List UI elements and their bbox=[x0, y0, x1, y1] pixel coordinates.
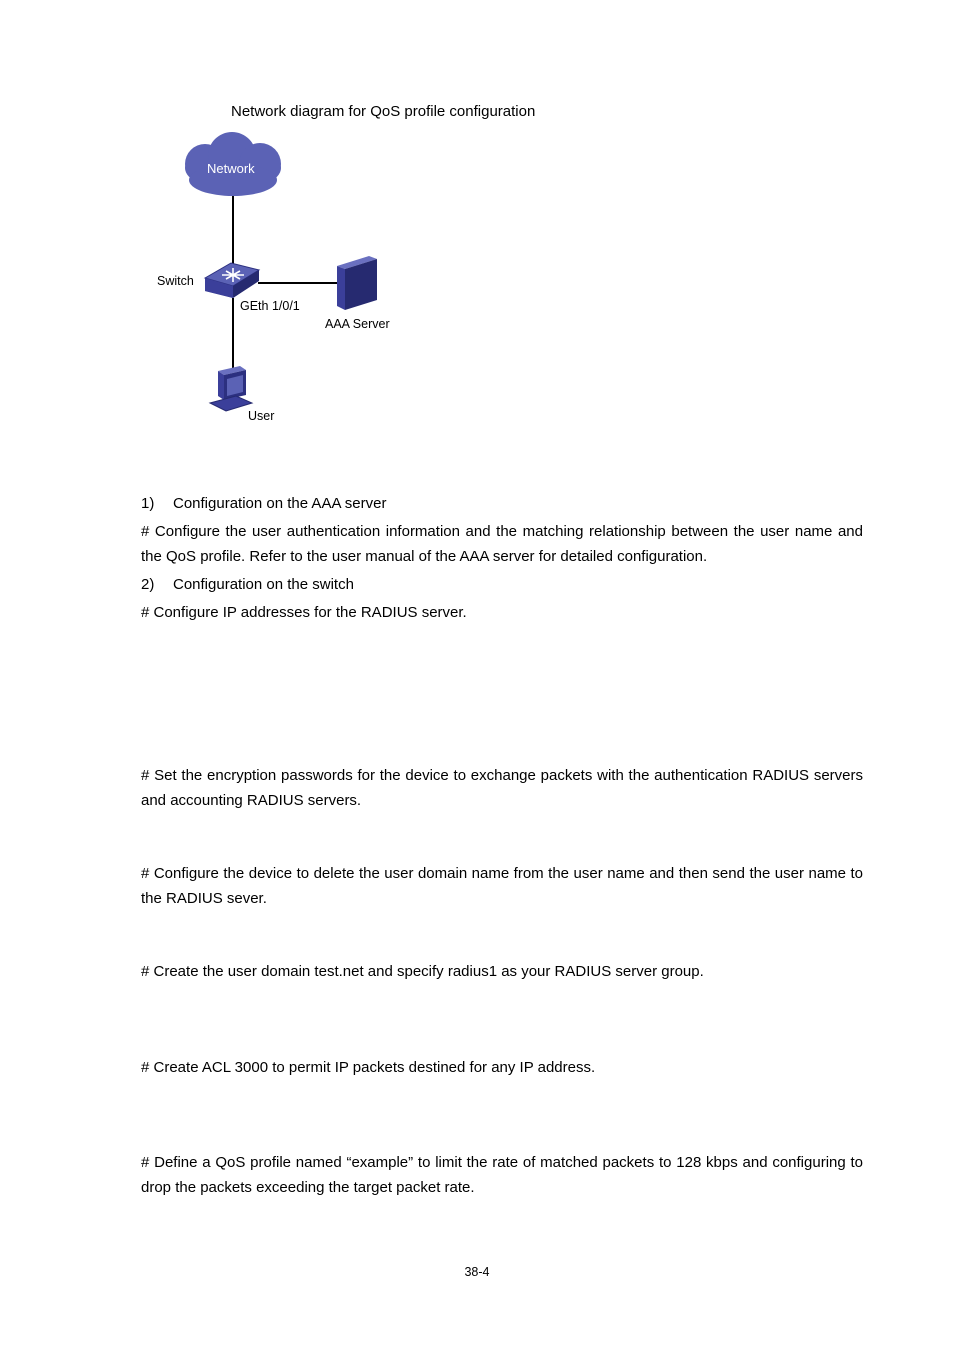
paragraph-aaa-config: # Configure the user authentication information and the matching relationship between the user name and the QoS profile. Refer to the user manual of the AAA server for detailed configuration. bbox=[141, 523, 863, 565]
switch-label: Switch bbox=[157, 274, 194, 288]
step-number: 1) bbox=[141, 495, 155, 512]
port-label: GEth 1/0/1 bbox=[240, 299, 300, 313]
paragraph-ip-addresses: # Configure IP addresses for the RADIUS server. bbox=[141, 604, 467, 621]
step-2 bbox=[141, 572, 354, 597]
paragraph-acl: # Create ACL 3000 to permit IP packets destined for any IP address. bbox=[141, 1059, 596, 1076]
network-diagram bbox=[0, 0, 954, 470]
step-number: 2) bbox=[141, 576, 155, 593]
switch-icon bbox=[205, 263, 259, 298]
aaa-server-icon bbox=[337, 256, 377, 310]
network-label: Network bbox=[207, 161, 255, 176]
figure-caption: Network diagram for QoS profile configuration bbox=[231, 103, 536, 120]
user-label: User bbox=[248, 409, 275, 423]
aaa-server-label: AAA Server bbox=[325, 317, 390, 331]
network-diagram-svg bbox=[0, 0, 954, 470]
paragraph-encryption-passwords: # Set the encryption passwords for the device to exchange packets with the authentication RADIUS servers and accounting RADIUS servers. bbox=[141, 767, 863, 809]
step-1 bbox=[141, 491, 386, 516]
user-pc-icon bbox=[210, 366, 252, 411]
step-text: Configuration on the AAA server bbox=[173, 495, 387, 512]
paragraph-user-domain: # Create the user domain test.net and specify radius1 as your RADIUS server group. bbox=[141, 963, 704, 980]
step-text: Configuration on the switch bbox=[173, 576, 354, 593]
paragraph-domain-name: # Configure the device to delete the user domain name from the user name and then send the user name to the RADIUS sever. bbox=[141, 865, 863, 907]
page-number: 38-4 bbox=[464, 1265, 490, 1279]
paragraph-qos-profile: # Define a QoS profile named “example” to limit the rate of matched packets to 128 kbps and configuring to drop the packets exceeding the target packet rate. bbox=[141, 1154, 863, 1196]
